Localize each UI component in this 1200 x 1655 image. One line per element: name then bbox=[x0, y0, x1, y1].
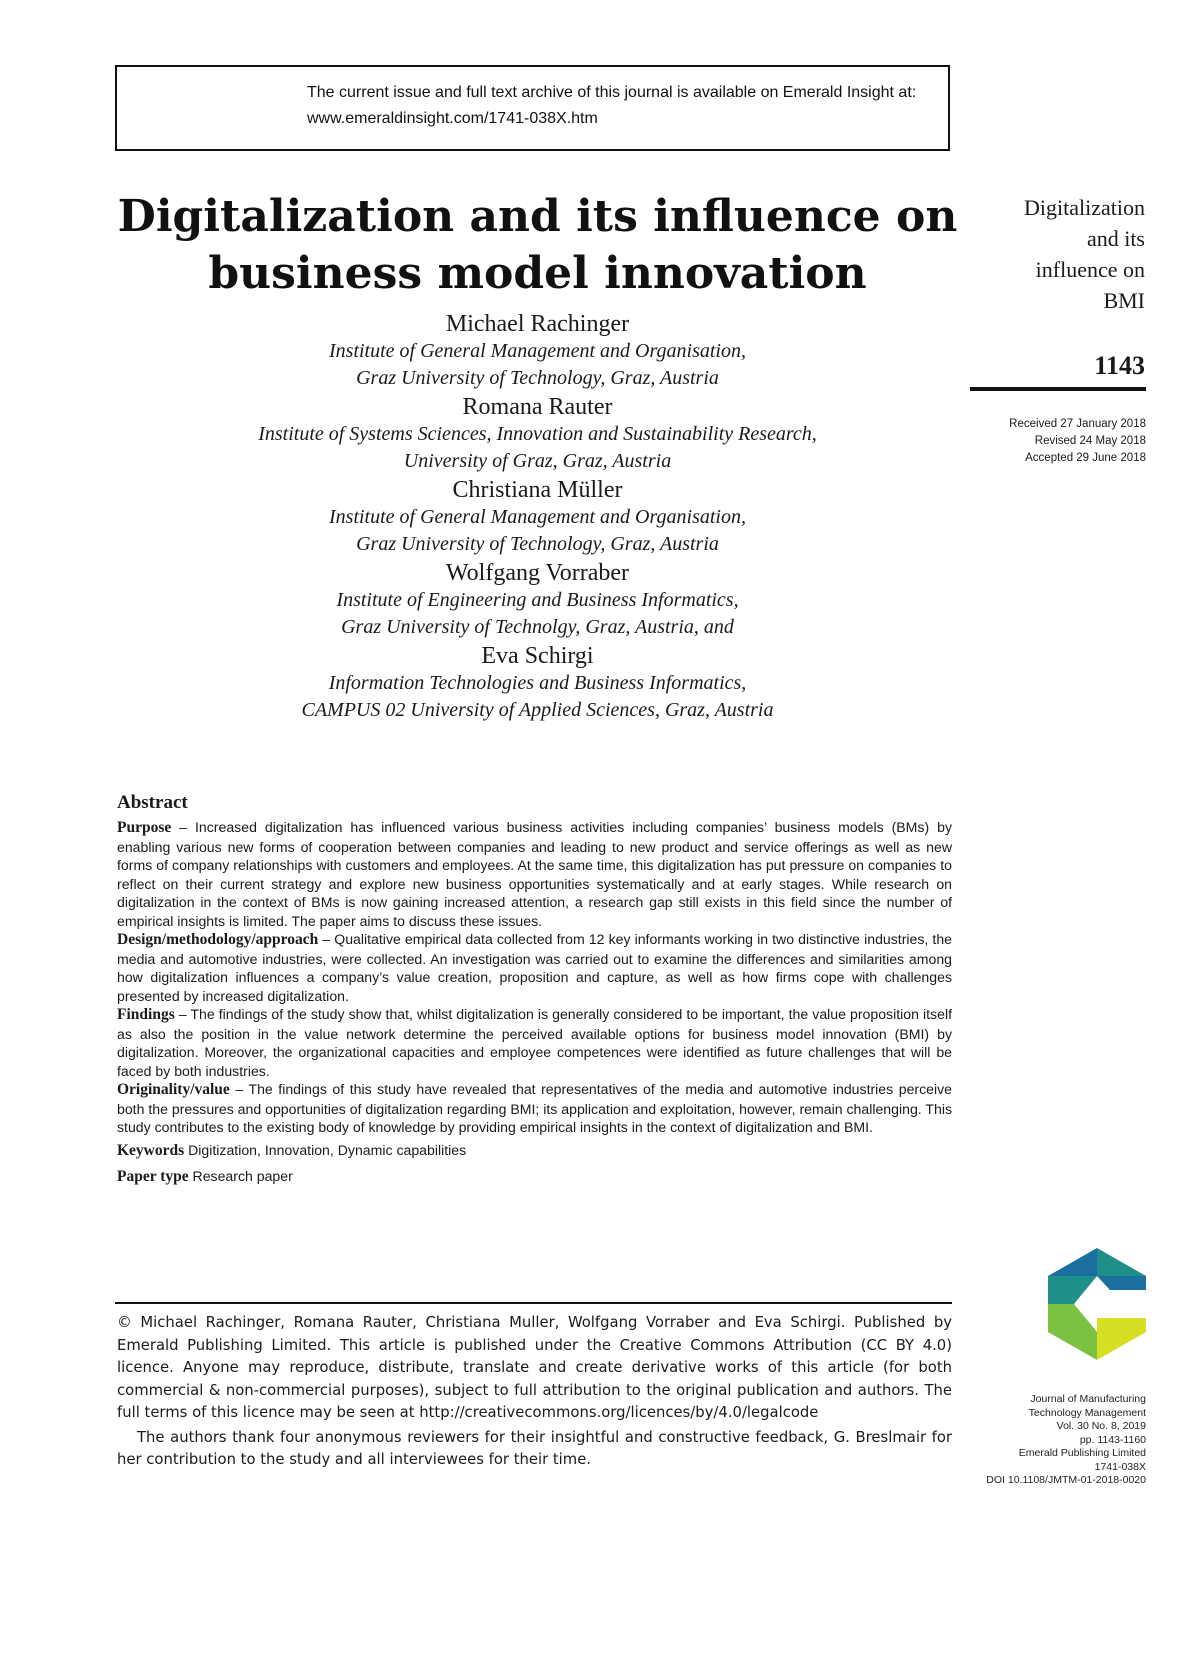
abstract-findings bbox=[117, 1005, 952, 1080]
accepted-date: Accepted 29 June 2018 bbox=[1025, 452, 1146, 464]
keywords-label: Keywords bbox=[117, 1141, 185, 1159]
findings-label: Findings bbox=[117, 1006, 175, 1023]
findings-text: – The findings of the study show that, whilst digitalization is generally considered to be important, the value proposition itself as also the position in the value network determine the perceived available options for business model innovation (BMI) by digitalization. Moreover, the organizational capacities and employee competences were identified as future challenges that will be faced by both industries. bbox=[117, 1006, 952, 1079]
author-affiliation: Graz University of Technology, Graz, Austria bbox=[356, 533, 719, 555]
keywords bbox=[117, 1141, 952, 1161]
revised-date: Revised 24 May 2018 bbox=[1034, 435, 1146, 447]
author-block bbox=[115, 393, 960, 475]
author-affiliation: Graz University of Technolgy, Graz, Austria, and bbox=[341, 616, 734, 638]
author-affiliation: Institute of Engineering and Business Informatics, bbox=[336, 589, 739, 611]
purpose-text: – Increased digitalization has influenced various business activities including companies’ business models (BMs) by enabling various new forms of cooperation between companies and leading to new product and service offerings as well as new forms of company relationships with customers and employees. At the same time, this digitalization has put pressure on companies to reflect on their current strategy and explore new business opportunities systematically and at early stages. While research on digitalization in the context of BMs is now gaining increased attention, a research gap still exists in this field since the number of empirical insights is limited. The paper aims to discuss these issues. bbox=[117, 819, 952, 929]
purpose-label: Purpose bbox=[117, 819, 172, 836]
publisher: Emerald Publishing Limited bbox=[1018, 1447, 1146, 1459]
author-block bbox=[115, 310, 960, 392]
author-name: Wolfgang Vorraber bbox=[445, 560, 630, 586]
emerald-publishing-logo-icon bbox=[1048, 1248, 1146, 1360]
running-head-line: influence on bbox=[1035, 257, 1145, 282]
article-history bbox=[960, 416, 1146, 467]
doi-link[interactable]: DOI 10.1108/JMTM-01-2018-0020 bbox=[986, 1474, 1146, 1486]
journal-volume: Vol. 30 No. 8, 2019 bbox=[1056, 1420, 1146, 1432]
author-affiliation: CAMPUS 02 University of Applied Sciences, Graz, Austria bbox=[301, 699, 774, 721]
running-head-line: BMI bbox=[1103, 288, 1145, 313]
received-date: Received 27 January 2018 bbox=[1009, 418, 1146, 430]
author-block bbox=[115, 476, 960, 558]
author-affiliation: University of Graz, Graz, Austria bbox=[403, 450, 672, 472]
design-text: – Qualitative empirical data collected from 12 key informants working in two distinctive industries, the media and automotive industries, were collected. An investigation was carried out to examine the differences and similarities among how digitalization influences a company’s value creation, proposition and capture, as well as how firms cope with challenges presented by increased digitalization. bbox=[117, 931, 952, 1004]
author-affiliation: Institute of Systems Sciences, Innovation and Sustainability Research, bbox=[258, 423, 817, 445]
journal-availability-box bbox=[115, 65, 950, 151]
journal-info bbox=[960, 1393, 1146, 1488]
design-label: Design/methodology/approach bbox=[117, 931, 319, 948]
acknowledgement-text: The authors thank four anonymous reviewers for their insightful and constructive feedback, G. Breslmair for her contribution to the study and all interviewees for their time. bbox=[117, 1428, 952, 1468]
abstract-design bbox=[117, 930, 952, 1005]
author-name: Christiana Müller bbox=[452, 477, 623, 503]
margin-divider bbox=[970, 387, 1146, 391]
paper-type-label: Paper type bbox=[117, 1168, 189, 1185]
abstract-heading: Abstract bbox=[117, 792, 188, 813]
originality-label: Originality/value bbox=[117, 1081, 230, 1098]
journal-name-line-1: Journal of Manufacturing bbox=[1030, 1393, 1146, 1405]
author-name: Michael Rachinger bbox=[445, 311, 630, 337]
author-name: Eva Schirgi bbox=[481, 643, 594, 669]
journal-url-link[interactable]: www.emeraldinsight.com/1741-038X.htm bbox=[307, 110, 598, 127]
originality-text: – The findings of this study have revealed that representatives of the media and automotive industries perceive both the pressures and opportunities of digitalization regarding BMI; its application and exploitation, however, remain challenging. This study contributes to the existing body of knowledge by providing empirical insights in the context of digitalization and BMI. bbox=[117, 1081, 952, 1135]
page-number: 1143 bbox=[1094, 351, 1145, 380]
abstract-originality bbox=[117, 1080, 952, 1137]
running-head bbox=[955, 192, 1145, 316]
author-affiliation: Graz University of Technology, Graz, Austria bbox=[356, 367, 719, 389]
running-head-line: and its bbox=[1086, 226, 1145, 251]
issn: 1741-038X bbox=[1094, 1460, 1146, 1473]
author-affiliation: Institute of General Management and Organisation, bbox=[329, 340, 746, 362]
journal-name-line-2: Technology Management bbox=[1028, 1406, 1146, 1419]
paper-type-text: Research paper bbox=[188, 1168, 293, 1184]
title-line-1: Digitalization and its influence on bbox=[117, 191, 958, 242]
license-text: © Michael Rachinger, Romana Rauter, Christiana Muller, Wolfgang Vorraber and Eva Schirgi. Published by Emerald Publishing Limited. This article is published under the Creative Commons Attribution (CC BY 4.0) licence. Anyone may reproduce, distribute, translate and create derivative works of this article (for both commercial & non-commercial purposes), subject to full attribution to the original publication and authors. The full terms of this licence may be seen at http://creativecommons.org/licences/by/4.0/legalcode bbox=[117, 1314, 952, 1421]
author-list bbox=[115, 310, 960, 725]
title-line-2: business model innovation bbox=[208, 248, 867, 299]
author-affiliation: Information Technologies and Business Informatics, bbox=[328, 672, 747, 694]
license-divider bbox=[115, 1302, 952, 1304]
availability-text: The current issue and full text archive of this journal is available on Emerald Insight at: bbox=[307, 84, 917, 101]
author-block bbox=[115, 559, 960, 641]
abstract-purpose bbox=[117, 818, 952, 930]
author-name: Romana Rauter bbox=[462, 394, 613, 420]
author-affiliation: Institute of General Management and Organisation, bbox=[329, 506, 746, 528]
license-section bbox=[117, 1312, 952, 1472]
abstract-body bbox=[117, 818, 952, 1187]
paper-type bbox=[117, 1167, 952, 1187]
author-block bbox=[115, 642, 960, 724]
article-title bbox=[115, 188, 960, 302]
keywords-text: Digitization, Innovation, Dynamic capabilities bbox=[184, 1141, 467, 1158]
journal-pages: pp. 1143-1160 bbox=[1079, 1433, 1146, 1446]
running-head-line: Digitalization bbox=[1024, 195, 1145, 220]
